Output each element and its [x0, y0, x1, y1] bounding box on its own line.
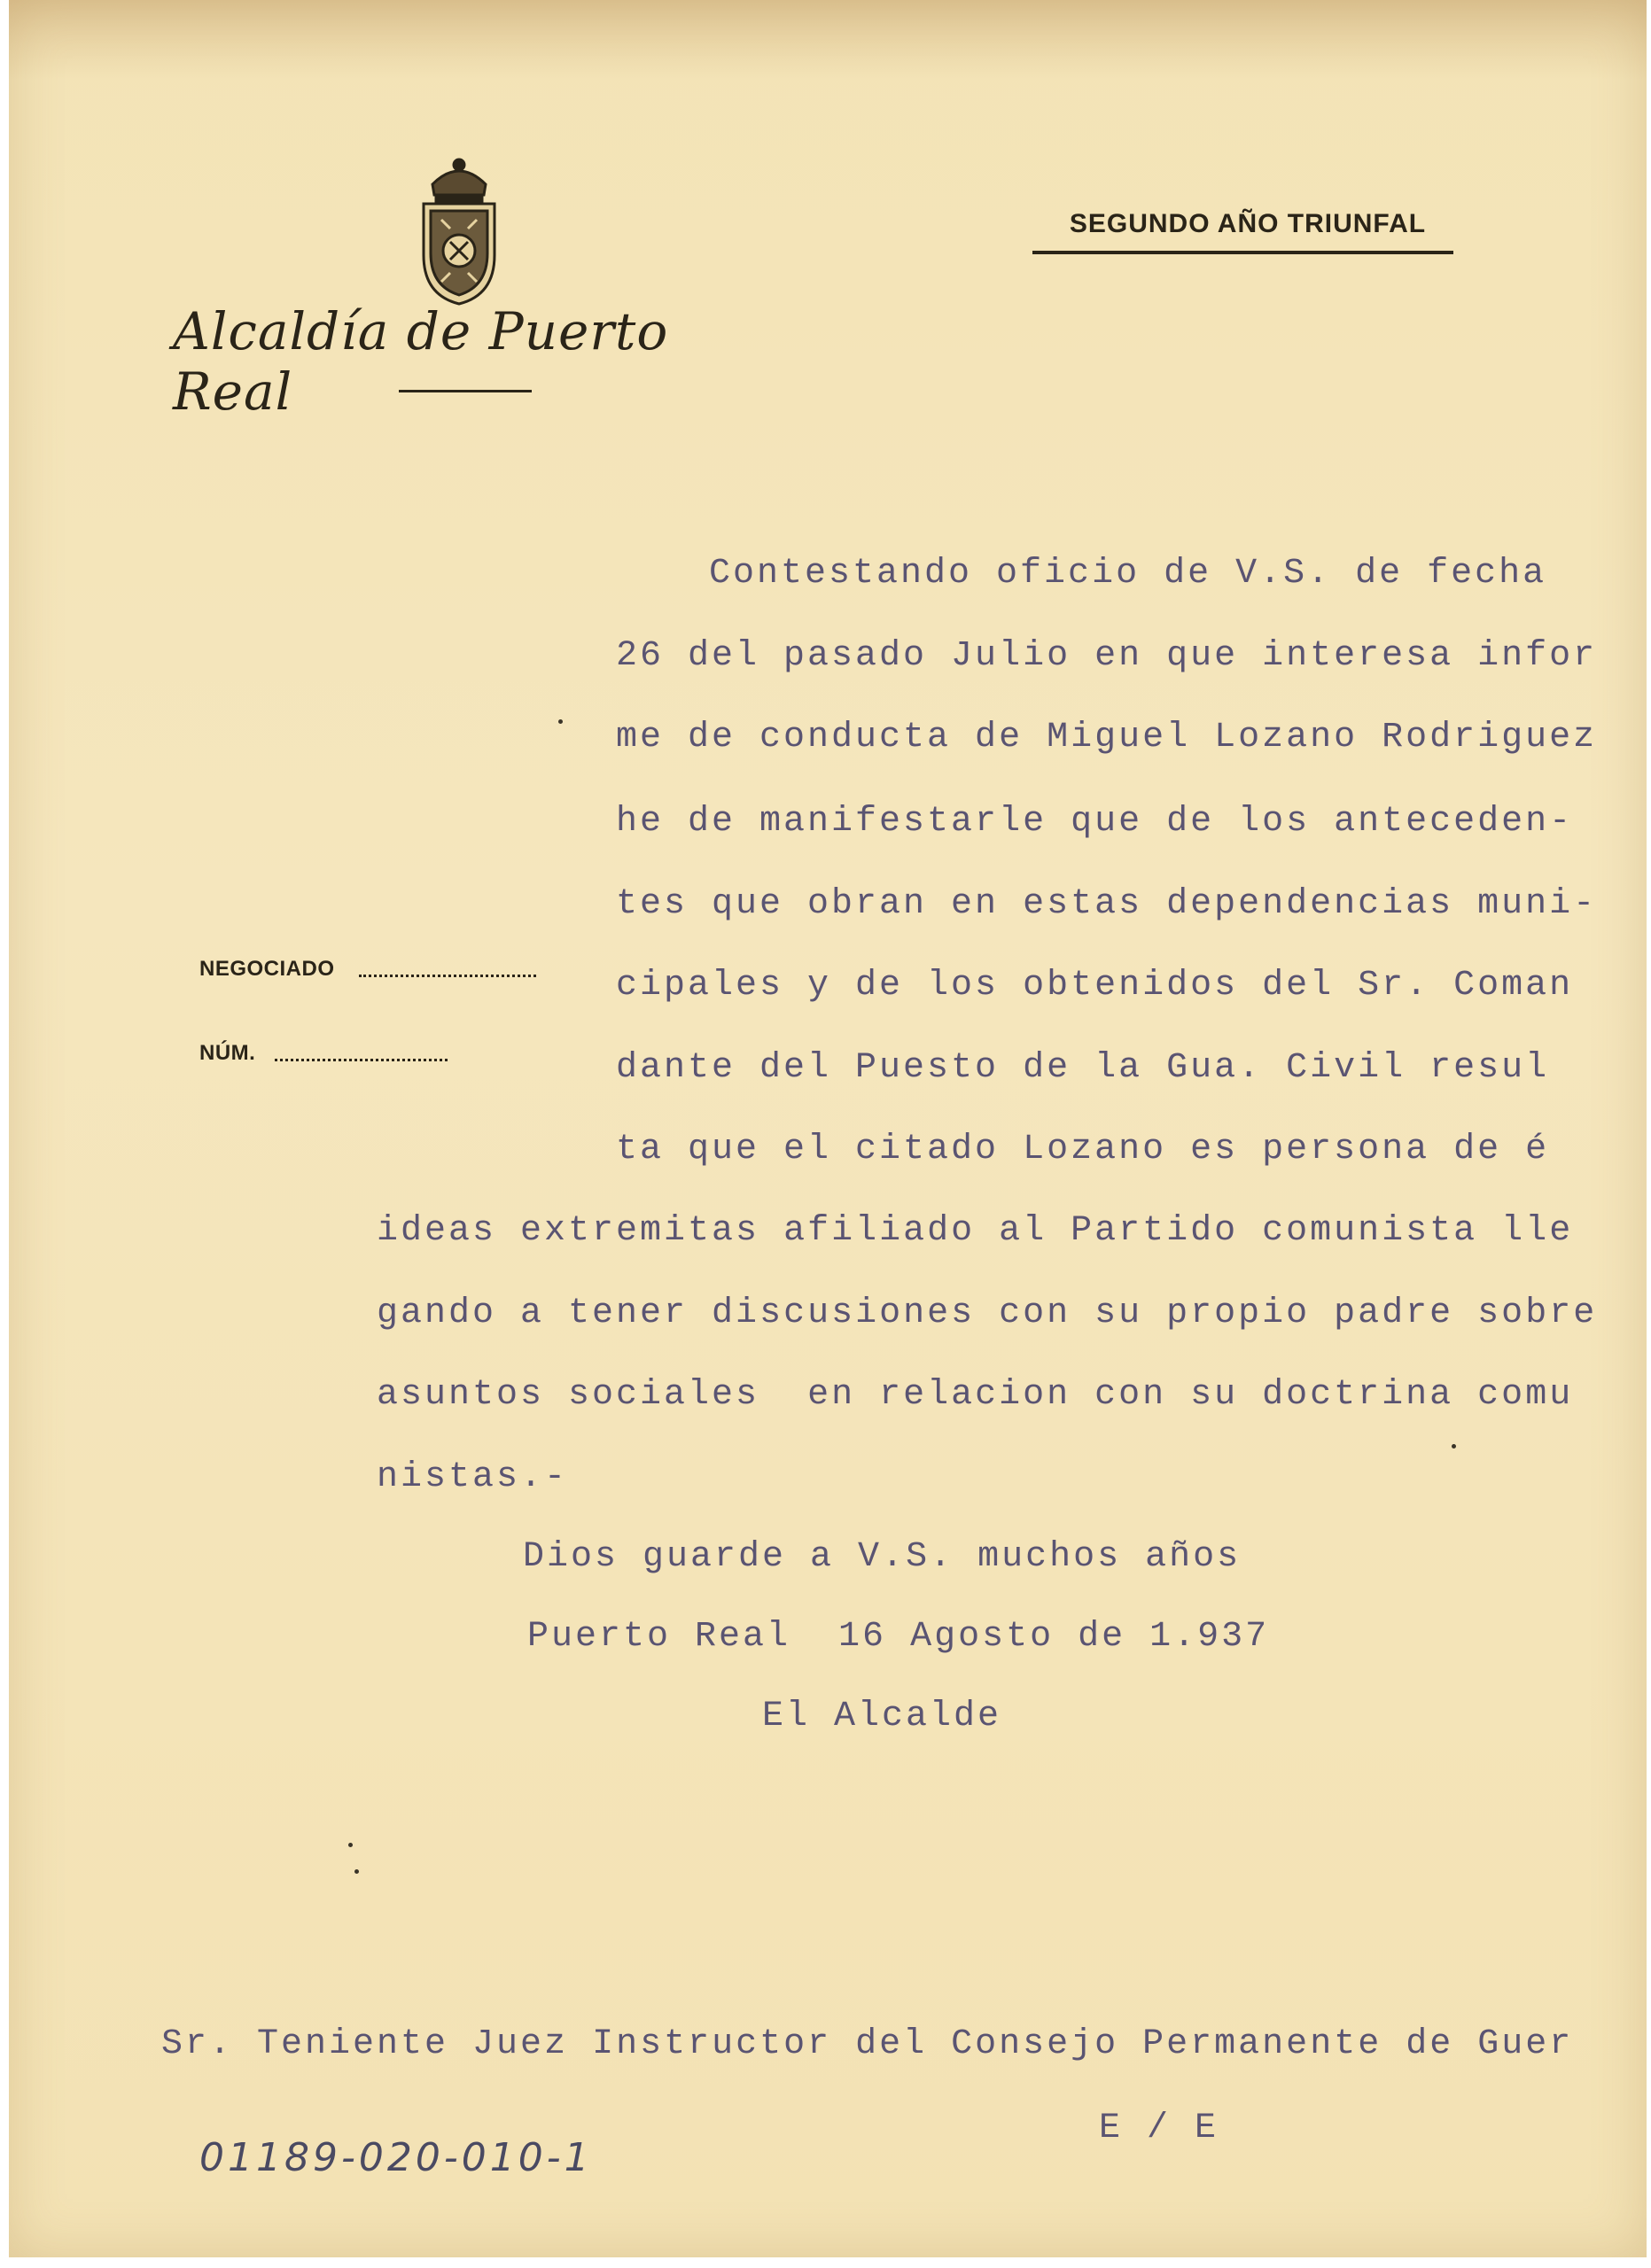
negociado-blank	[359, 973, 536, 977]
body-line-6: cipales y de los obtenidos del Sr. Coman	[616, 966, 1574, 1006]
archive-reference: 01189-020-010-1	[199, 2135, 593, 2180]
body-line-2: 26 del pasado Julio en que interesa infor	[616, 636, 1598, 676]
negociado-label: NEGOCIADO	[199, 957, 335, 981]
body-line-10: gando a tener discusiones con su propio padre sobre	[377, 1293, 1598, 1333]
ink-speck	[348, 1843, 353, 1847]
coat-of-arms-icon	[406, 149, 512, 308]
ink-speck	[1452, 1444, 1456, 1449]
letterhead-municipality: Alcaldía de Puerto Real	[173, 301, 669, 422]
document-sheet	[9, 0, 1647, 2257]
body-line-4: he de manifestarle que de los anteceden-	[616, 802, 1574, 842]
signatory: El Alcalde	[762, 1697, 1002, 1736]
body-line-5: tes que obran en estas dependencias muni-	[616, 884, 1598, 924]
ink-speck	[354, 1869, 359, 1874]
footer-mark: E / E	[1099, 2109, 1219, 2148]
letterhead-rule	[399, 390, 532, 392]
num-label: NÚM.	[199, 1041, 256, 1065]
year-banner-rule	[1032, 251, 1453, 254]
body-line-8: ta que el citado Lozano es persona de é	[616, 1130, 1550, 1169]
year-banner: SEGUNDO AÑO TRIUNFAL	[1069, 209, 1427, 238]
body-line-1: Contestando oficio de V.S. de fecha	[709, 554, 1547, 594]
ink-speck	[558, 719, 563, 724]
num-blank	[275, 1057, 448, 1061]
place-date: Puerto Real 16 Agosto de 1.937	[527, 1617, 1270, 1657]
body-line-11: asuntos sociales en relacion con su doctrina comu	[377, 1375, 1574, 1415]
body-line-7: dante del Puesto de la Gua. Civil resul	[616, 1048, 1550, 1088]
body-line-12: nistas.-	[377, 1457, 569, 1497]
body-line-3: me de conducta de Miguel Lozano Rodriguez	[616, 718, 1598, 757]
addressee: Sr. Teniente Juez Instructor del Consejo Permanente de Guer	[161, 2024, 1574, 2064]
body-line-9: ideas extremitas afiliado al Partido comunista lle	[377, 1211, 1574, 1251]
salutation: Dios guarde a V.S. muchos años	[523, 1537, 1242, 1577]
